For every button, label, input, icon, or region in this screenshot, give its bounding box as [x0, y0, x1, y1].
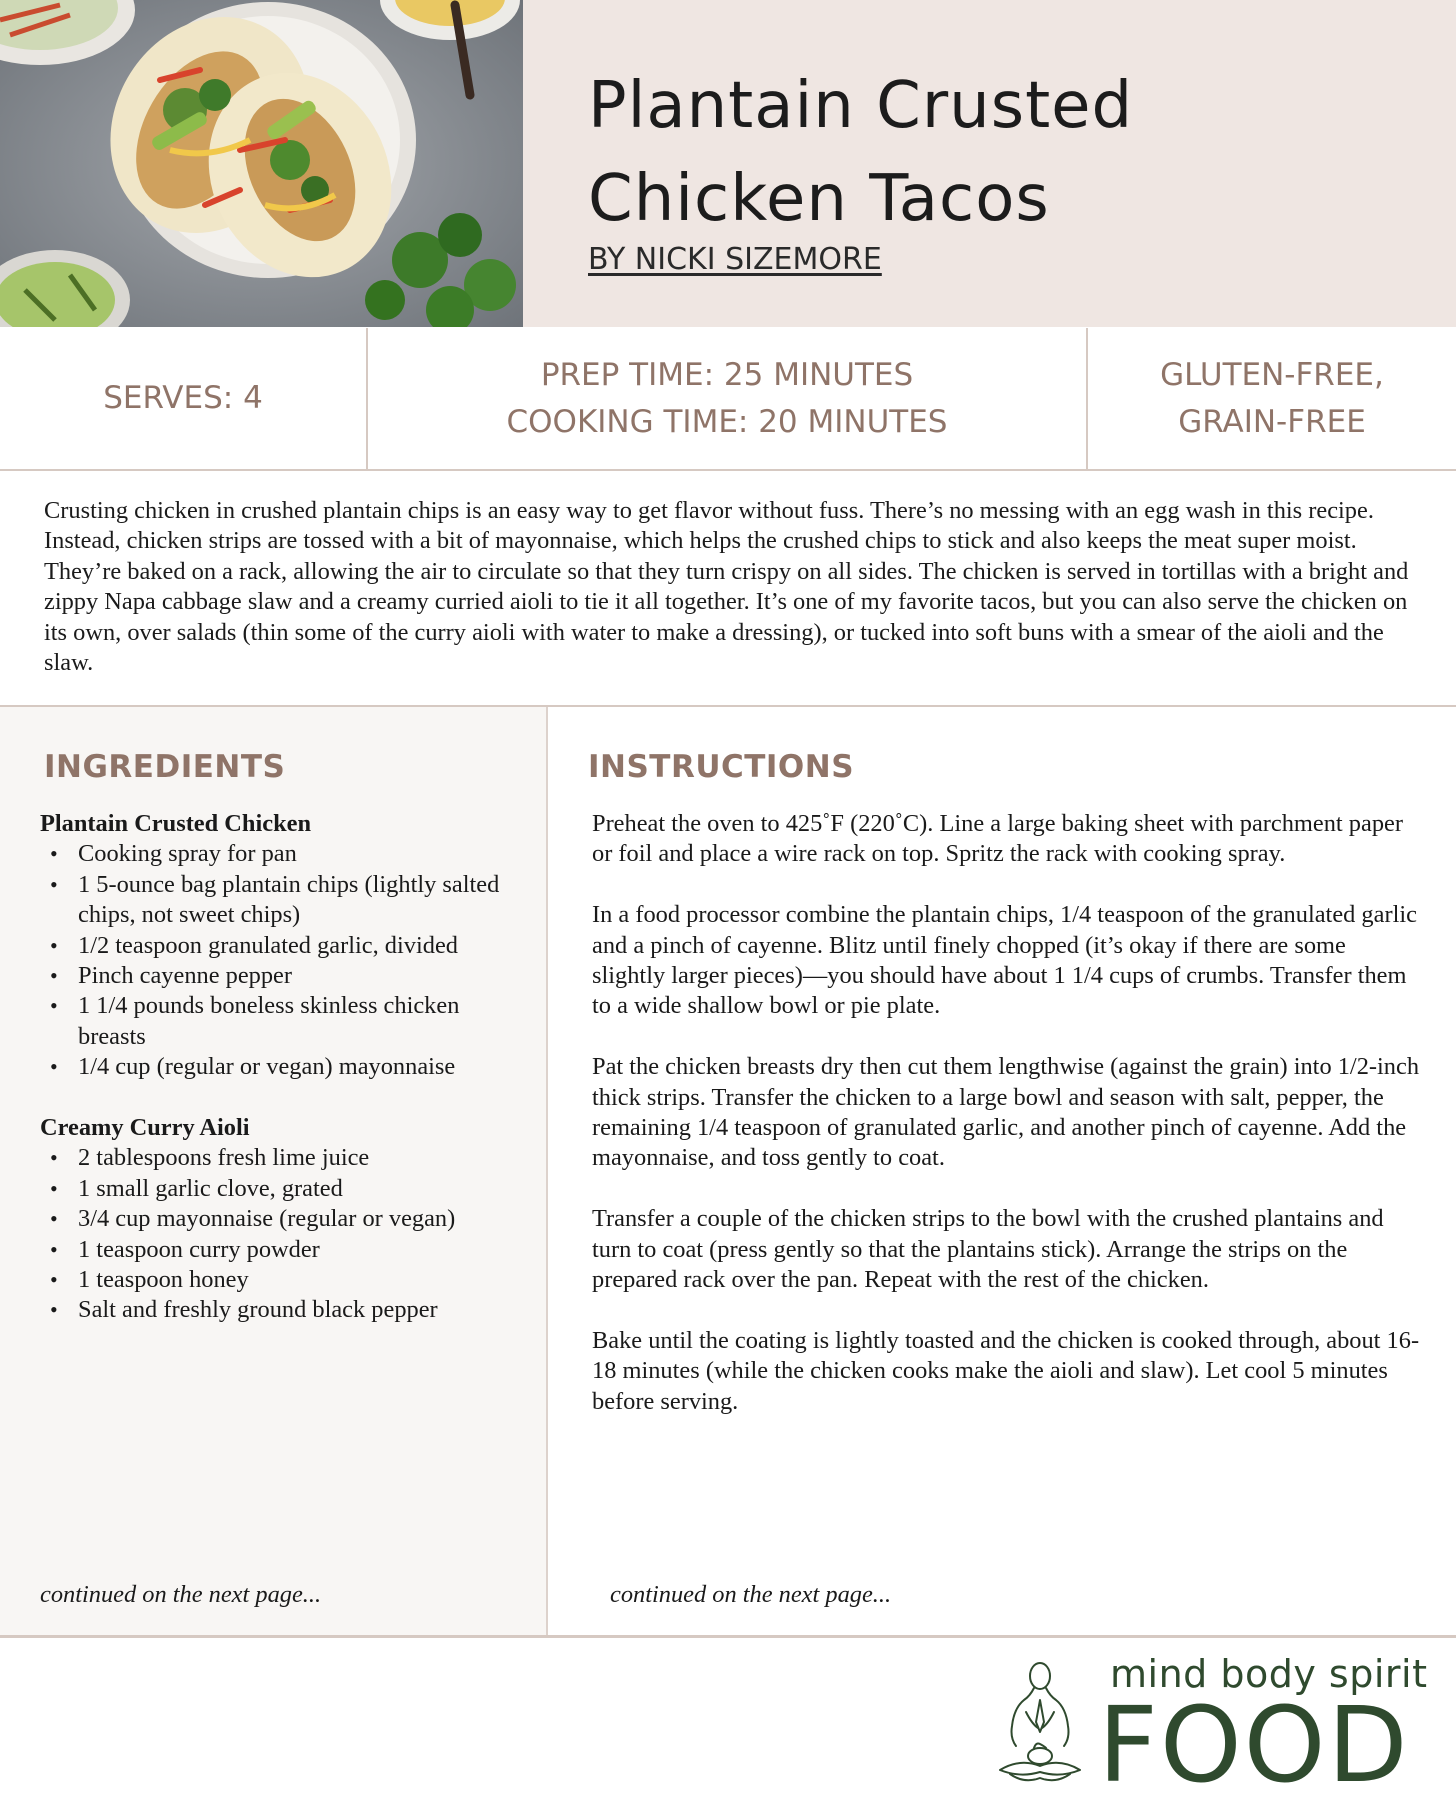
- brand-logo: [990, 1640, 1430, 1820]
- instruction-step: Preheat the oven to 425˚F (220˚C). Line a large baking sheet with parchment paper or foil and place a wire rack on top. Spritz the rack with cooking spray.: [592, 810, 1403, 868]
- ingredient-item: • Pinch cayenne pepper: [40, 961, 510, 991]
- ingredient-item: • 1 teaspoon curry powder: [40, 1235, 510, 1265]
- ingredient-item: • 1/4 cup (regular or vegan) mayonnaise: [40, 1052, 510, 1082]
- ingredients-list: [40, 809, 510, 1356]
- cooking-time-text: COOKING TIME: 20 MINUTES: [506, 403, 948, 440]
- instruction-step: Transfer a couple of the chicken strips to the bowl with the crushed plantains and turn to coat (press gently so that the plantains stick). Arrange the strips on the prepared rack over the pan. Repeat with the rest of the chicken.: [592, 1205, 1384, 1294]
- instructions-heading: INSTRUCTIONS: [588, 749, 855, 785]
- recipe-intro: Crusting chicken in crushed plantain chips is an easy way to get flavor without fuss. There’s no messing with an egg wash in this recipe. Instead, chicken strips are tossed with a bit of mayonnaise, which helps the crushed chips to stick and also keeps the meat super moist. They’re baked on a rack, allowing the air to circulate so that they turn crispy on all sides. The chicken is served in tortillas with a bright and zippy Napa cabbage slaw and a creamy curried aioli to tie it all together. It’s one of my favorite tacos, but you can also serve the chicken on its own, over salads (thin some of the curry aioli with water to make a dressing), or tucked into soft buns with a smear of the aioli and the slaw.: [44, 497, 1409, 677]
- ingredient-group: [40, 839, 510, 1082]
- recipe-title-line2: Chicken Tacos: [588, 162, 1050, 236]
- instruction-step: In a food processor combine the plantain chips, 1/4 teaspoon of the granulated garlic and a pinch of cayenne. Blitz until finely chopped (it’s okay if there are some slightly larger pieces)—you should have about 1 1/4 cups of crumbs. Transfer them to a wide shallow bowl or pie plate.: [592, 901, 1417, 1020]
- recipe-title: [588, 60, 1408, 246]
- ingredient-item: • Salt and freshly ground black pepper: [40, 1295, 510, 1325]
- diet-cell: [1088, 328, 1456, 469]
- meditation-figure-icon: [990, 1652, 1090, 1792]
- instruction-step: Bake until the coating is lightly toasted and the chicken is cooked through, about 16-18 minutes (while the chicken cooks make the aioli and slaw). Let cool 5 minutes before serving.: [592, 1326, 1420, 1415]
- brand-tagline: mind body spirit: [1110, 1652, 1428, 1696]
- instructions-continued-note: continued on the next page...: [610, 1581, 892, 1608]
- recipe-title-line1: Plantain Crusted: [588, 69, 1134, 143]
- ingredients-heading: INGREDIENTS: [44, 749, 286, 785]
- ingredient-group-title: Creamy Curry Aioli: [40, 1114, 250, 1142]
- ingredient-item: • 1/2 teaspoon granulated garlic, divided: [40, 931, 510, 961]
- diet-line-1: GLUTEN-FREE,: [1160, 356, 1384, 393]
- divider: [0, 1635, 1456, 1638]
- ingredient-group: [40, 1143, 510, 1325]
- ingredient-group-title: Plantain Crusted Chicken: [40, 810, 312, 837]
- ingredient-item: • 1 small garlic clove, grated: [40, 1174, 510, 1204]
- ingredients-continued-note: continued on the next page...: [40, 1581, 322, 1608]
- ingredient-item: • 1 5-ounce bag plantain chips (lightly salted chips, not sweet chips): [40, 870, 510, 931]
- serves-text: SERVES: 4: [103, 380, 263, 416]
- recipe-info-row: [0, 328, 1456, 471]
- ingredient-item: • 1 teaspoon honey: [40, 1265, 510, 1295]
- ingredient-item: • 3/4 cup mayonnaise (regular or vegan): [40, 1204, 510, 1234]
- title-panel: [523, 0, 1456, 327]
- times-cell: [368, 328, 1088, 469]
- ingredient-item: • 2 tablespoons fresh lime juice: [40, 1143, 510, 1173]
- ingredients-panel: [0, 707, 548, 1635]
- prep-time-text: PREP TIME: 25 MINUTES: [540, 356, 914, 393]
- serves-cell: [0, 328, 368, 469]
- ingredient-item: • Cooking spray for pan: [40, 839, 510, 869]
- instruction-step: Pat the chicken breasts dry then cut them lengthwise (against the grain) into 1/2-inch thick strips. Transfer the chicken to a large bowl and season with salt, pepper, the remaining 1/4 teaspoon of granulated garlic, and another pinch of cayenne. Add the mayonnaise, and toss gently to coat.: [592, 1053, 1420, 1172]
- ingredient-item: • 1 1/4 pounds boneless skinless chicken breasts: [40, 991, 510, 1052]
- tacos-photo-illustration: [0, 0, 523, 327]
- instructions-panel: [548, 707, 1456, 1635]
- brand-wordmark: FOOD: [1098, 1684, 1410, 1806]
- diet-line-2: GRAIN-FREE: [1178, 403, 1366, 440]
- hero-photo: [0, 0, 523, 327]
- recipe-author: BY NICKI SIZEMORE: [588, 242, 882, 277]
- instructions-list: [592, 809, 1422, 1447]
